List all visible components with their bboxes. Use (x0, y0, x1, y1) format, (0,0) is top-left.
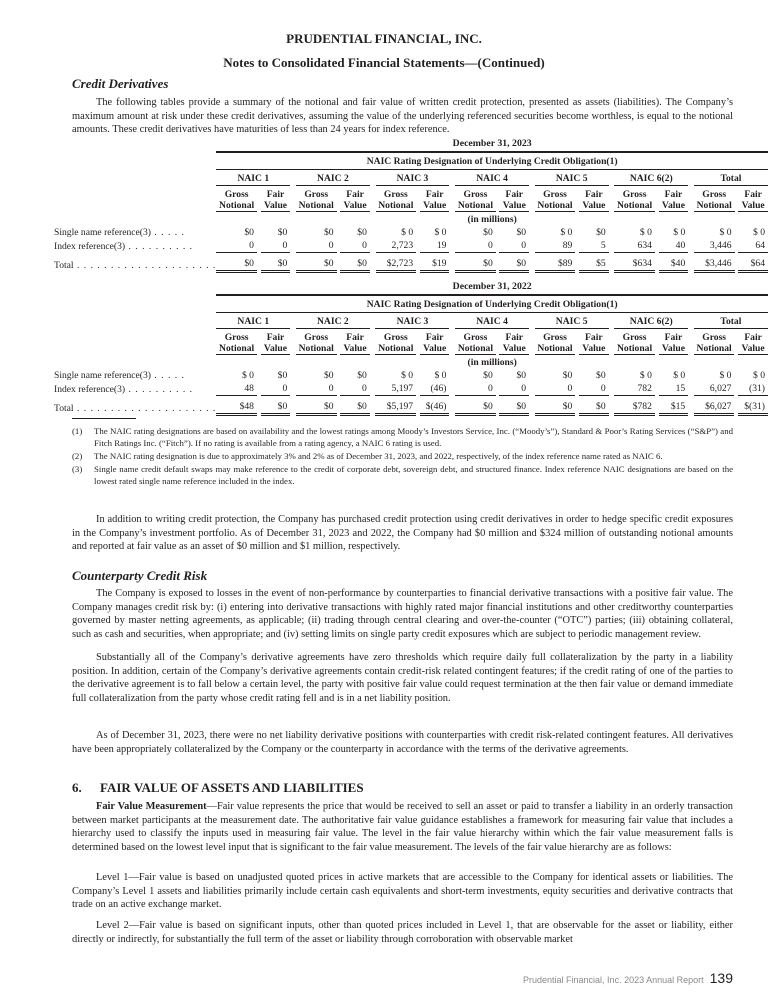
col-gross-notional: Gross Notional (375, 329, 416, 355)
group-header: NAIC 5 (535, 313, 609, 329)
table-cell: $(46) (420, 396, 450, 416)
col-fair-value: Fair Value (738, 186, 768, 212)
col-fair-value: Fair Value (261, 329, 291, 355)
group-header: NAIC 3 (375, 313, 449, 329)
table-cell: 48 (216, 382, 257, 396)
table-cell: 15 (659, 382, 689, 396)
table-cell: $0 (277, 370, 288, 381)
col-gross-notional: Gross Notional (376, 186, 417, 212)
table-cell: 0 (296, 239, 337, 253)
credit-derivatives-heading: Credit Derivatives (72, 76, 169, 91)
group-header: NAIC 6(2) (614, 313, 688, 329)
table-cell: 5 (579, 239, 609, 253)
table-cell: $0 (261, 396, 291, 416)
table-cell: $ 0 (639, 227, 652, 238)
table-cell: $ 0 (673, 370, 686, 381)
fair-value-measurement-paragraph: Fair Value Measurement—Fair value represents the price that would be received to sell an asset or paid to transfer a liability in an orderly transaction between market participants at the measurement date. The authoritative fair value guidance establishes a framework for measuring fair value that includes a hierarchy used to classify the inputs used in measuring fair value. The level in the fair value hierarchy within which the fair value measurement falls is determined based on the lowest level input that is significant to the fair value measurement. The levels of the fair value hierarchy are as follows: (72, 801, 733, 853)
table-cell: 0 (535, 382, 576, 396)
table-cell: $ 0 (673, 227, 686, 238)
table-cell: $ 0 (719, 227, 732, 238)
credit-derivatives-intro: The following tables provide a summary of the notional and fair value of written credit protection, presented as assets (liabilities). The Company’s maximum amount at risk under these credit derivatives, assuming the value of the underlying referenced securities become worthless, is equal to the notional amounts. These credit derivatives have maturities of less than 24 years for index reference. (72, 97, 733, 136)
table-row: Index reference(3) . . . . . . . . . . 0 0 0 0 2,723 19 0 0 89 5 634 40 3,446 64 (54, 239, 768, 253)
table-cell: $6,027 (694, 396, 735, 416)
col-fair-value: Fair Value (499, 329, 529, 355)
credit-table-2023 (54, 138, 768, 273)
col-fair-value: Fair Value (340, 186, 370, 212)
section-6-heading: 6. FAIR VALUE OF ASSETS AND LIABILITIES (72, 780, 364, 795)
row-label: Index reference(3) (54, 240, 126, 252)
col-gross-notional: Gross Notional (296, 329, 337, 355)
col-gross-notional: Gross Notional (535, 329, 576, 355)
table-cell: 64 (738, 239, 768, 253)
span-header: NAIC Rating Designation of Underlying Credit Obligation(1) (216, 294, 768, 313)
table-cell: $19 (420, 253, 450, 273)
table-cell: 40 (659, 239, 689, 253)
table-cell: $0 (562, 370, 573, 381)
table-cell: $0 (516, 370, 527, 381)
table-cell: $0 (357, 370, 367, 381)
col-gross-notional: Gross Notional (455, 186, 496, 212)
table-cell: 0 (499, 239, 529, 253)
group-header: NAIC 4 (455, 313, 529, 329)
table-row: Single name reference(3) . . . . . $0 $0 $0 $0 $ 0 $ 0 $0 $0 $ 0 $0 $ 0 $ 0 $ 0 $ 0 (54, 226, 768, 239)
table-cell: $5 (579, 253, 609, 273)
table-cell: $ 0 (401, 227, 414, 238)
col-gross-notional: Gross Notional (296, 186, 337, 212)
table-cell: $0 (277, 227, 288, 238)
col-fair-value: Fair Value (579, 186, 609, 212)
col-gross-notional: Gross Notional (535, 186, 576, 212)
table-cell: $ 0 (719, 370, 732, 381)
table-cell: $15 (659, 396, 689, 416)
col-gross-notional: Gross Notional (694, 186, 735, 212)
fair-value-measurement-lead: Fair Value Measurement (96, 801, 207, 812)
col-gross-notional: Gross Notional (614, 329, 655, 355)
table-cell: $89 (535, 253, 576, 273)
page-footer (523, 970, 733, 986)
table-cell: $ 0 (753, 370, 765, 381)
group-header: NAIC 2 (296, 170, 370, 186)
footnote-divider (72, 418, 136, 419)
table-cell: $0 (499, 396, 529, 416)
group-header: Total (694, 313, 768, 329)
table-cell: $0 (296, 396, 337, 416)
table-cell: $0 (579, 396, 609, 416)
col-fair-value: Fair Value (659, 329, 689, 355)
counterparty-heading: Counterparty Credit Risk (72, 568, 208, 583)
table-cell: 0 (340, 239, 370, 253)
footnotes (72, 425, 733, 488)
table-cell: $ 0 (434, 370, 447, 381)
table-cell: 2,723 (376, 239, 417, 253)
table-cell: $0 (483, 370, 493, 381)
table-cell: (31) (738, 382, 768, 396)
table-row: Total . . . . . . . . . . . . . . . . . . . . . $48 $0 $0 $0 $5,197 $(46) $0 $0 $0 $0 $782 $15 $6,027 $(31) (54, 396, 768, 416)
footnote-2: (2) The NAIC rating designation is due to approximately 3% and 2% as of December 31, 2023, and 2022, respectively, of the index reference name rated as NAIC 6. (72, 451, 663, 461)
col-fair-value: Fair Value (499, 186, 529, 212)
table-cell: 0 (499, 382, 529, 396)
col-gross-notional: Gross Notional (216, 186, 257, 212)
table-cell: $782 (614, 396, 655, 416)
col-gross-notional: Gross Notional (614, 186, 655, 212)
group-header: Total (694, 170, 768, 186)
table-cell: 0 (340, 382, 370, 396)
table-cell: $0 (323, 227, 334, 238)
table-date: December 31, 2023 (452, 138, 532, 149)
table-cell: $(31) (738, 396, 768, 416)
table-cell: $ 0 (639, 370, 652, 381)
col-fair-value: Fair Value (738, 329, 768, 355)
table-cell: $ 0 (560, 227, 573, 238)
table-cell: 0 (579, 382, 609, 396)
table-cell: 89 (535, 239, 576, 253)
row-label: Index reference(3) (54, 383, 126, 395)
table-cell: $0 (483, 227, 493, 238)
table-cell: $0 (596, 370, 606, 381)
row-label: Total (54, 402, 74, 414)
span-header: NAIC Rating Designation of Underlying Credit Obligation(1) (216, 151, 768, 170)
table-cell: $0 (499, 253, 529, 273)
table-cell: $ 0 (401, 370, 414, 381)
table-cell: $0 (261, 253, 291, 273)
table-cell: 5,197 (375, 382, 416, 396)
col-fair-value: Fair Value (579, 329, 609, 355)
counterparty-paragraph-3: As of December 31, 2023, there were no net liability derivative positions with counterparties with credit risk-related contingent features. All derivatives have been appropriately collateralized by the Company or the counterparty in accordance with the terms of the derivative agreements. (72, 730, 733, 755)
table-cell: (46) (420, 382, 450, 396)
group-header: NAIC 3 (376, 170, 450, 186)
col-fair-value: Fair Value (340, 329, 370, 355)
table-cell: $ 0 (241, 370, 254, 381)
group-header: NAIC 1 (216, 313, 290, 329)
table-cell: 0 (216, 239, 257, 253)
counterparty-paragraph-2: Substantially all of the Company’s derivative agreements have zero thresholds which require daily full collateralization by the party in a liability position. In addition, certain of the Company’s derivative agreements contain credit-risk related contingent features; if the credit rating of one of the parties to the derivative agreement is to fall below a certain level, the party with positive fair value could request termination at the then fair value or demand immediate full collateralization from the party whose credit rating fell and is in a net liability position. (72, 652, 733, 704)
units-label: (in millions) (467, 357, 517, 368)
level-2-paragraph: Level 2—Fair value is based on significant inputs, other than quoted prices included in Level 1, that are observable for the asset or liability, either directly or indirectly, for substantially the full term of the asset or liability through corroboration with observable market (72, 920, 733, 945)
table-cell: 782 (614, 382, 655, 396)
counterparty-paragraph-1: The Company is exposed to losses in the event of non-performance by counterparties to financial derivative transactions with a positive fair value. The Company manages credit risk by: (i) entering into derivative transactions with highly rated major financial institutions and other creditworthy counterparties governed by master netting agreements, as applicable; (ii) trading through central clearing and over-the-counter (“OTC”) parties; (iii) obtaining collateral, such as cash and securities, when appropriate; and (iv) setting limits on single party credit exposures which are subject to periodic management review. (72, 588, 733, 640)
group-header: NAIC 5 (535, 170, 609, 186)
footnote-3: (3) Single name credit default swaps may make reference to the credit of corporate debt, sovereign debt, and structured finance. Index reference NAIC designations are based on the lowest rated single name reference included in the index. (72, 464, 733, 486)
table-cell: $0 (596, 227, 606, 238)
table-cell: $ 0 (434, 227, 447, 238)
table-cell: $0 (340, 253, 370, 273)
table-cell: $3,446 (694, 253, 735, 273)
table-cell: $2,723 (376, 253, 417, 273)
table-cell: 0 (261, 239, 291, 253)
table-cell: $0 (535, 396, 576, 416)
table-cell: $0 (455, 396, 496, 416)
units-label: (in millions) (467, 214, 517, 225)
table-date: December 31, 2022 (452, 281, 532, 292)
table-row: Total . . . . . . . . . . . . . . . . . . . . . $0 $0 $0 $0 $2,723 $19 $0 $0 $89 $5 $634 $40 $3,446 $64 (54, 253, 768, 273)
group-header: NAIC 6(2) (614, 170, 688, 186)
credit-table-2022 (54, 281, 768, 416)
table-cell: $0 (340, 396, 370, 416)
col-gross-notional: Gross Notional (694, 329, 735, 355)
table-cell: 3,446 (694, 239, 735, 253)
col-fair-value: Fair Value (420, 329, 450, 355)
table-cell: $5,197 (375, 396, 416, 416)
table-cell: 19 (420, 239, 450, 253)
table-cell: 0 (296, 382, 337, 396)
col-fair-value: Fair Value (420, 186, 450, 212)
page-subtitle: Notes to Consolidated Financial Statements—(Continued) (223, 55, 545, 70)
table-cell: $634 (614, 253, 655, 273)
row-label: Single name reference(3) (54, 370, 151, 381)
table-row: Single name reference(3) . . . . . $ 0 $0 $0 $0 $ 0 $ 0 $0 $0 $0 $0 $ 0 $ 0 $ 0 $ 0 (54, 369, 768, 382)
table-row: Index reference(3) . . . . . . . . . . 48 0 0 0 5,197 (46) 0 0 0 0 782 15 6,027 (31) (54, 382, 768, 396)
row-label: Single name reference(3) (54, 227, 151, 238)
purchased-protection-paragraph: In addition to writing credit protection, the Company has purchased credit protection using credit derivatives in order to hedge specific credit exposures in the Company’s investment portfolio. As of December 31, 2023 and 2022, the Company had $0 million and $324 million of outstanding notional amounts and reported at fair value as an asset of $0 million and $1 million, respectively. (72, 514, 733, 553)
col-fair-value: Fair Value (261, 186, 291, 212)
report-title: Prudential Financial, Inc. 2023 Annual Report (523, 975, 704, 985)
table-cell: 0 (455, 239, 496, 253)
table-cell: 0 (261, 382, 291, 396)
level-1-paragraph: Level 1—Fair value is based on unadjusted quoted prices in active markets that are accessible to the Company for identical assets or liabilities. The Company’s Level 1 assets and liabilities primarily include certain cash equivalents and short-term investments, equity securities and derivative contracts that trade on an active exchange market. (72, 872, 733, 911)
table-cell: $0 (357, 227, 367, 238)
group-header: NAIC 4 (455, 170, 529, 186)
table-cell: $48 (216, 396, 257, 416)
table-cell: $0 (296, 253, 337, 273)
col-fair-value: Fair Value (659, 186, 689, 212)
table-cell: $0 (455, 253, 496, 273)
table-cell: $ 0 (753, 227, 765, 238)
table-cell: $0 (323, 370, 334, 381)
table-cell: 634 (614, 239, 655, 253)
col-gross-notional: Gross Notional (455, 329, 496, 355)
footnote-1: (1) The NAIC rating designations are based on availability and the lowest ratings among Moody’s Investors Service, Inc. (“Moody’s”), Standard & Poor’s Rating Services (“S&P”) and Fitch Ratings Inc. (“Fitch”). If no rating is available from a rating agency, a NAIC 6 rating is used. (72, 426, 733, 448)
company-name: PRUDENTIAL FINANCIAL, INC. (286, 31, 482, 46)
table-cell: $40 (659, 253, 689, 273)
table-cell: $0 (244, 227, 254, 238)
col-gross-notional: Gross Notional (216, 329, 257, 355)
row-label: Total (54, 259, 74, 271)
table-cell: $64 (738, 253, 768, 273)
table-cell: 6,027 (694, 382, 735, 396)
table-cell: 0 (455, 382, 496, 396)
table-cell: $0 (516, 227, 527, 238)
group-header: NAIC 2 (296, 313, 370, 329)
table-cell: $0 (216, 253, 257, 273)
group-header: NAIC 1 (216, 170, 290, 186)
page-number: 139 (709, 970, 733, 986)
